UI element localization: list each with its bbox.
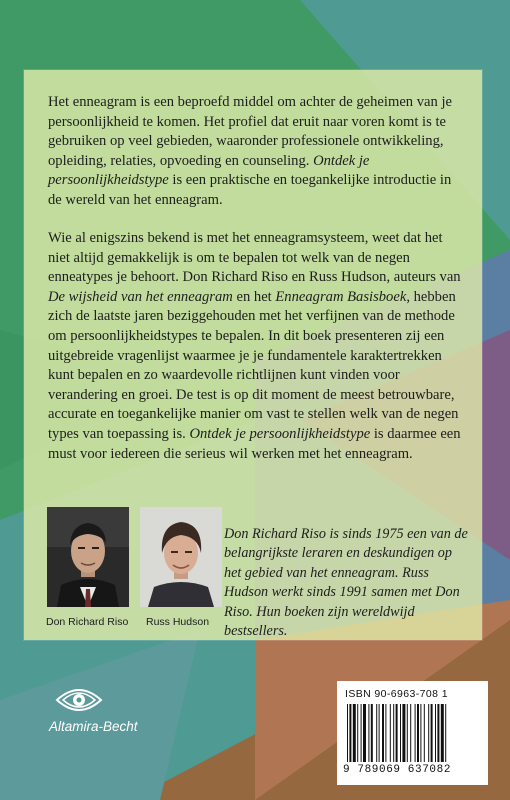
author-photo-riso xyxy=(47,507,129,607)
intro-paragraph: Het enneagram is een beproefd middel om achter de geheimen van je persoonlijkheid te komen. Het profiel dat eruit naar voren komt is te gebruiken op veel gebieden, waaronder professionele ontwikkeling, opleiding, relaties, opvoeding en counseling. Ontdek je persoonlijkheidstype is een praktische en toegankelijke introductie in de wereld van het enneagram. xyxy=(48,94,452,208)
barcode-icon xyxy=(345,704,481,762)
caption-hudson: Russ Hudson xyxy=(146,616,210,628)
caption-riso: Don Richard Riso xyxy=(46,616,129,628)
author-photo-hudson xyxy=(140,507,222,607)
publisher-name: Altamira-Becht xyxy=(49,719,138,734)
isbn-label: ISBN 90-6963-708 1 xyxy=(345,688,448,700)
main-paragraph: Wie al enigszins bekend is met het enneagramsysteem, weet dat het niet altijd gemakkelijk is om te bepalen tot welk van de negen enneatypes je behoort. Don Richard Riso en Russ Hudson, auteurs van De wijsheid van het enneagram en het Enneagram Basisboek, hebben zich de laatste jaren beziggehouden met het verfijnen van de methode om persoonlijkheidstypes te bepalen. In dit boek presenteren zij een uitgebreide vragenlijst waarmee je je fundamentele karaktertrekken kunt bepalen en zo waardevolle richtlijnen kunt vinden voor verandering en groei. De test is op dit moment de meest betrouwbare, accurate en toegankelijke manier om vast te stellen welk van de negen types van toepassing is. Ontdek je persoonlijkheidstype is daarmee een must voor iedereen die serieus wil werken met het enneagram. xyxy=(48,230,461,462)
barcode-digits: 9 789069 637082 xyxy=(343,764,452,776)
publisher-eye-logo-icon xyxy=(53,683,105,717)
author-bio: Don Richard Riso is sinds 1975 een van de belangrijkste leraren en deskundigen op het gebied van het enneagram. Russ Hudson werkt sinds 1991 samen met Don Riso. Hun boeken zijn wereldwijd bestsellers. xyxy=(224,526,468,640)
